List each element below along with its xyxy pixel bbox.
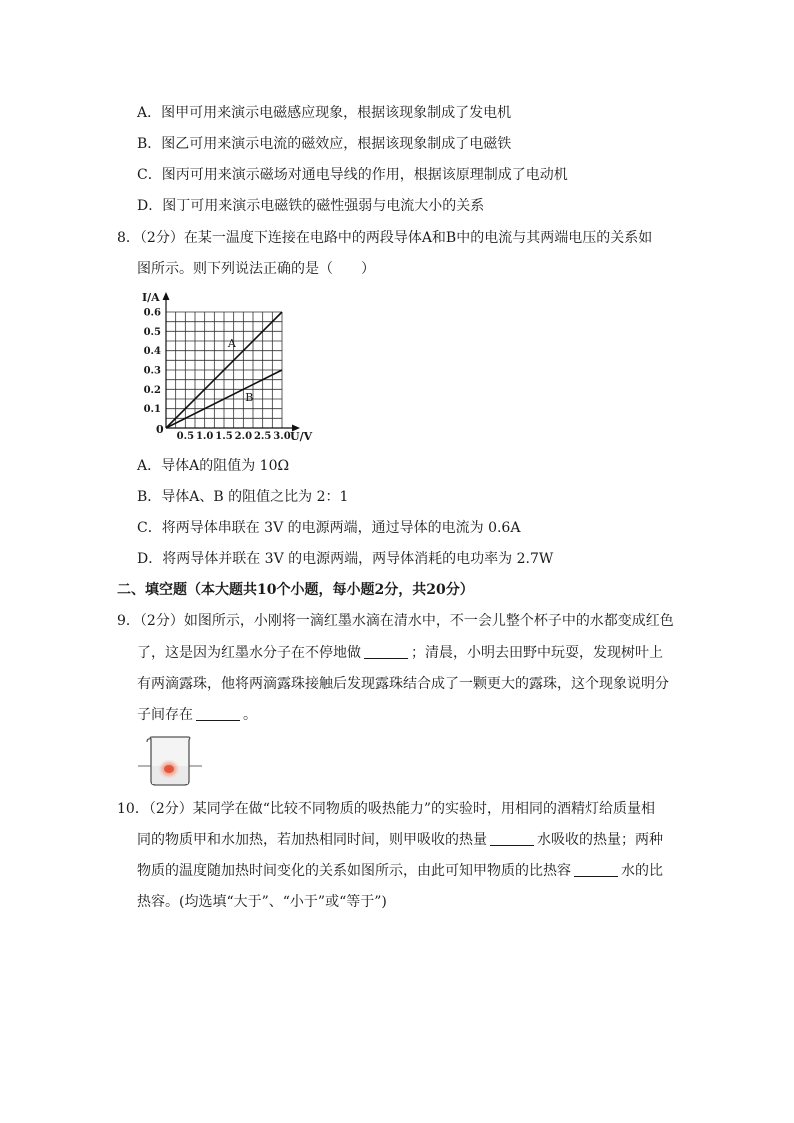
beaker-figure [138, 733, 202, 789]
section-title: 二、填空题（本大题共10个小题，每小题2分，共20分） [117, 582, 474, 598]
q10-text: 水吸收的热量；两种 [537, 832, 663, 848]
x-tick-label: 1.0 [195, 431, 214, 442]
x-axis-label: U/V [290, 430, 313, 443]
q10-text: 同的物质甲和水加热，若加热相同时间，则甲吸收的热量 [137, 832, 487, 848]
q10-stem-line3 [137, 861, 663, 881]
q9-text: 子间存在 [137, 707, 193, 723]
series-label-a: A [227, 336, 236, 350]
series-label-b: B [245, 390, 254, 404]
y-tick-label: 0.2 [143, 384, 161, 396]
q7-option-c: C．图丙可用来演示磁场对通电导线的作用，根据该原理制成了电动机 [137, 167, 568, 183]
q10-blank-1[interactable] [490, 831, 534, 846]
q9-stem-line4 [137, 705, 257, 725]
q10-stem-line1: 10．（2分）某同学在做“比较不同物质的吸热能力”的实验时，用相同的酒精灯给质量相 [117, 801, 656, 817]
q8-option-c: C．将两导体串联在 3V 的电源两端，通过导体的电流为 0.6A [137, 520, 521, 536]
q9-text: ；清晨，小明去田野中玩耍，发现树叶上 [411, 645, 663, 661]
y-tick-label: 0.3 [143, 365, 161, 377]
y-tick-label: 0.5 [143, 326, 161, 338]
origin-label: 0 [156, 423, 164, 436]
q10-blank-2[interactable] [574, 862, 618, 877]
q8-stem-line1: 8．（2分）在某一温度下连接在电路中的两段导体A和B中的电流与其两端电压的关系如 [117, 230, 653, 246]
y-tick-label: 0.6 [143, 307, 161, 319]
q8-stem-line2: 图所示。则下列说法正确的是（ ） [137, 261, 375, 277]
x-tick-label: 3.0 [273, 431, 291, 442]
q10-stem-line4: 热容。(均选填“大于”、“小于”或“等于”) [137, 894, 387, 910]
y-axis-arrow [163, 292, 170, 300]
q10-stem-line2 [137, 830, 663, 850]
q9-blank-2[interactable] [196, 706, 240, 721]
y-tick-label: 0.1 [143, 404, 161, 416]
q8-option-a: A．导体A的阻值为 10Ω [137, 458, 290, 474]
q9-stem-line3: 有两滴露珠，他将两滴露珠接触后发现露珠结合成了一颗更大的露珠，这个现象说明分 [137, 676, 669, 692]
q10-text: 物质的温度随加热时间变化的关系如图所示，由此可知甲物质的比热容 [137, 863, 571, 879]
q8-option-b: B．导体A、B 的阻值之比为 2：1 [137, 489, 349, 505]
q7-option-d: D．图丁可用来演示电磁铁的磁性强弱与电流大小的关系 [137, 198, 485, 214]
x-tick-label: 0.5 [176, 431, 195, 442]
q9-text: 。 [243, 707, 257, 723]
iv-chart [128, 288, 328, 446]
q8-option-d: D．将两导体并联在 3V 的电源两端，两导体消耗的电功率为 2.7W [137, 551, 554, 567]
q7-option-a: A．图甲可用来演示电磁感应现象，根据该现象制成了发电机 [137, 105, 512, 121]
x-tick-label: 2.5 [253, 431, 272, 442]
x-tick-label: 2.0 [234, 431, 253, 442]
q9-stem-line1: 9．（2分）如图所示，小刚将一滴红墨水滴在清水中，不一会儿整个杯子中的水都变成红色 [117, 613, 674, 629]
y-tick-label: 0.4 [143, 346, 161, 358]
x-tick-label: 1.5 [215, 431, 233, 442]
q7-option-b: B．图乙可用来演示电流的磁效应，根据该现象制成了电磁铁 [137, 136, 512, 152]
y-tick-labels [144, 308, 161, 416]
x-tick-labels [177, 431, 291, 442]
q10-text: 水的比 [621, 863, 663, 879]
q9-text: 了，这是因为红墨水分子在不停地做 [137, 645, 361, 661]
q9-blank-1[interactable] [364, 644, 408, 659]
q9-stem-line2 [137, 643, 663, 663]
y-axis-label: I/A [142, 291, 160, 304]
